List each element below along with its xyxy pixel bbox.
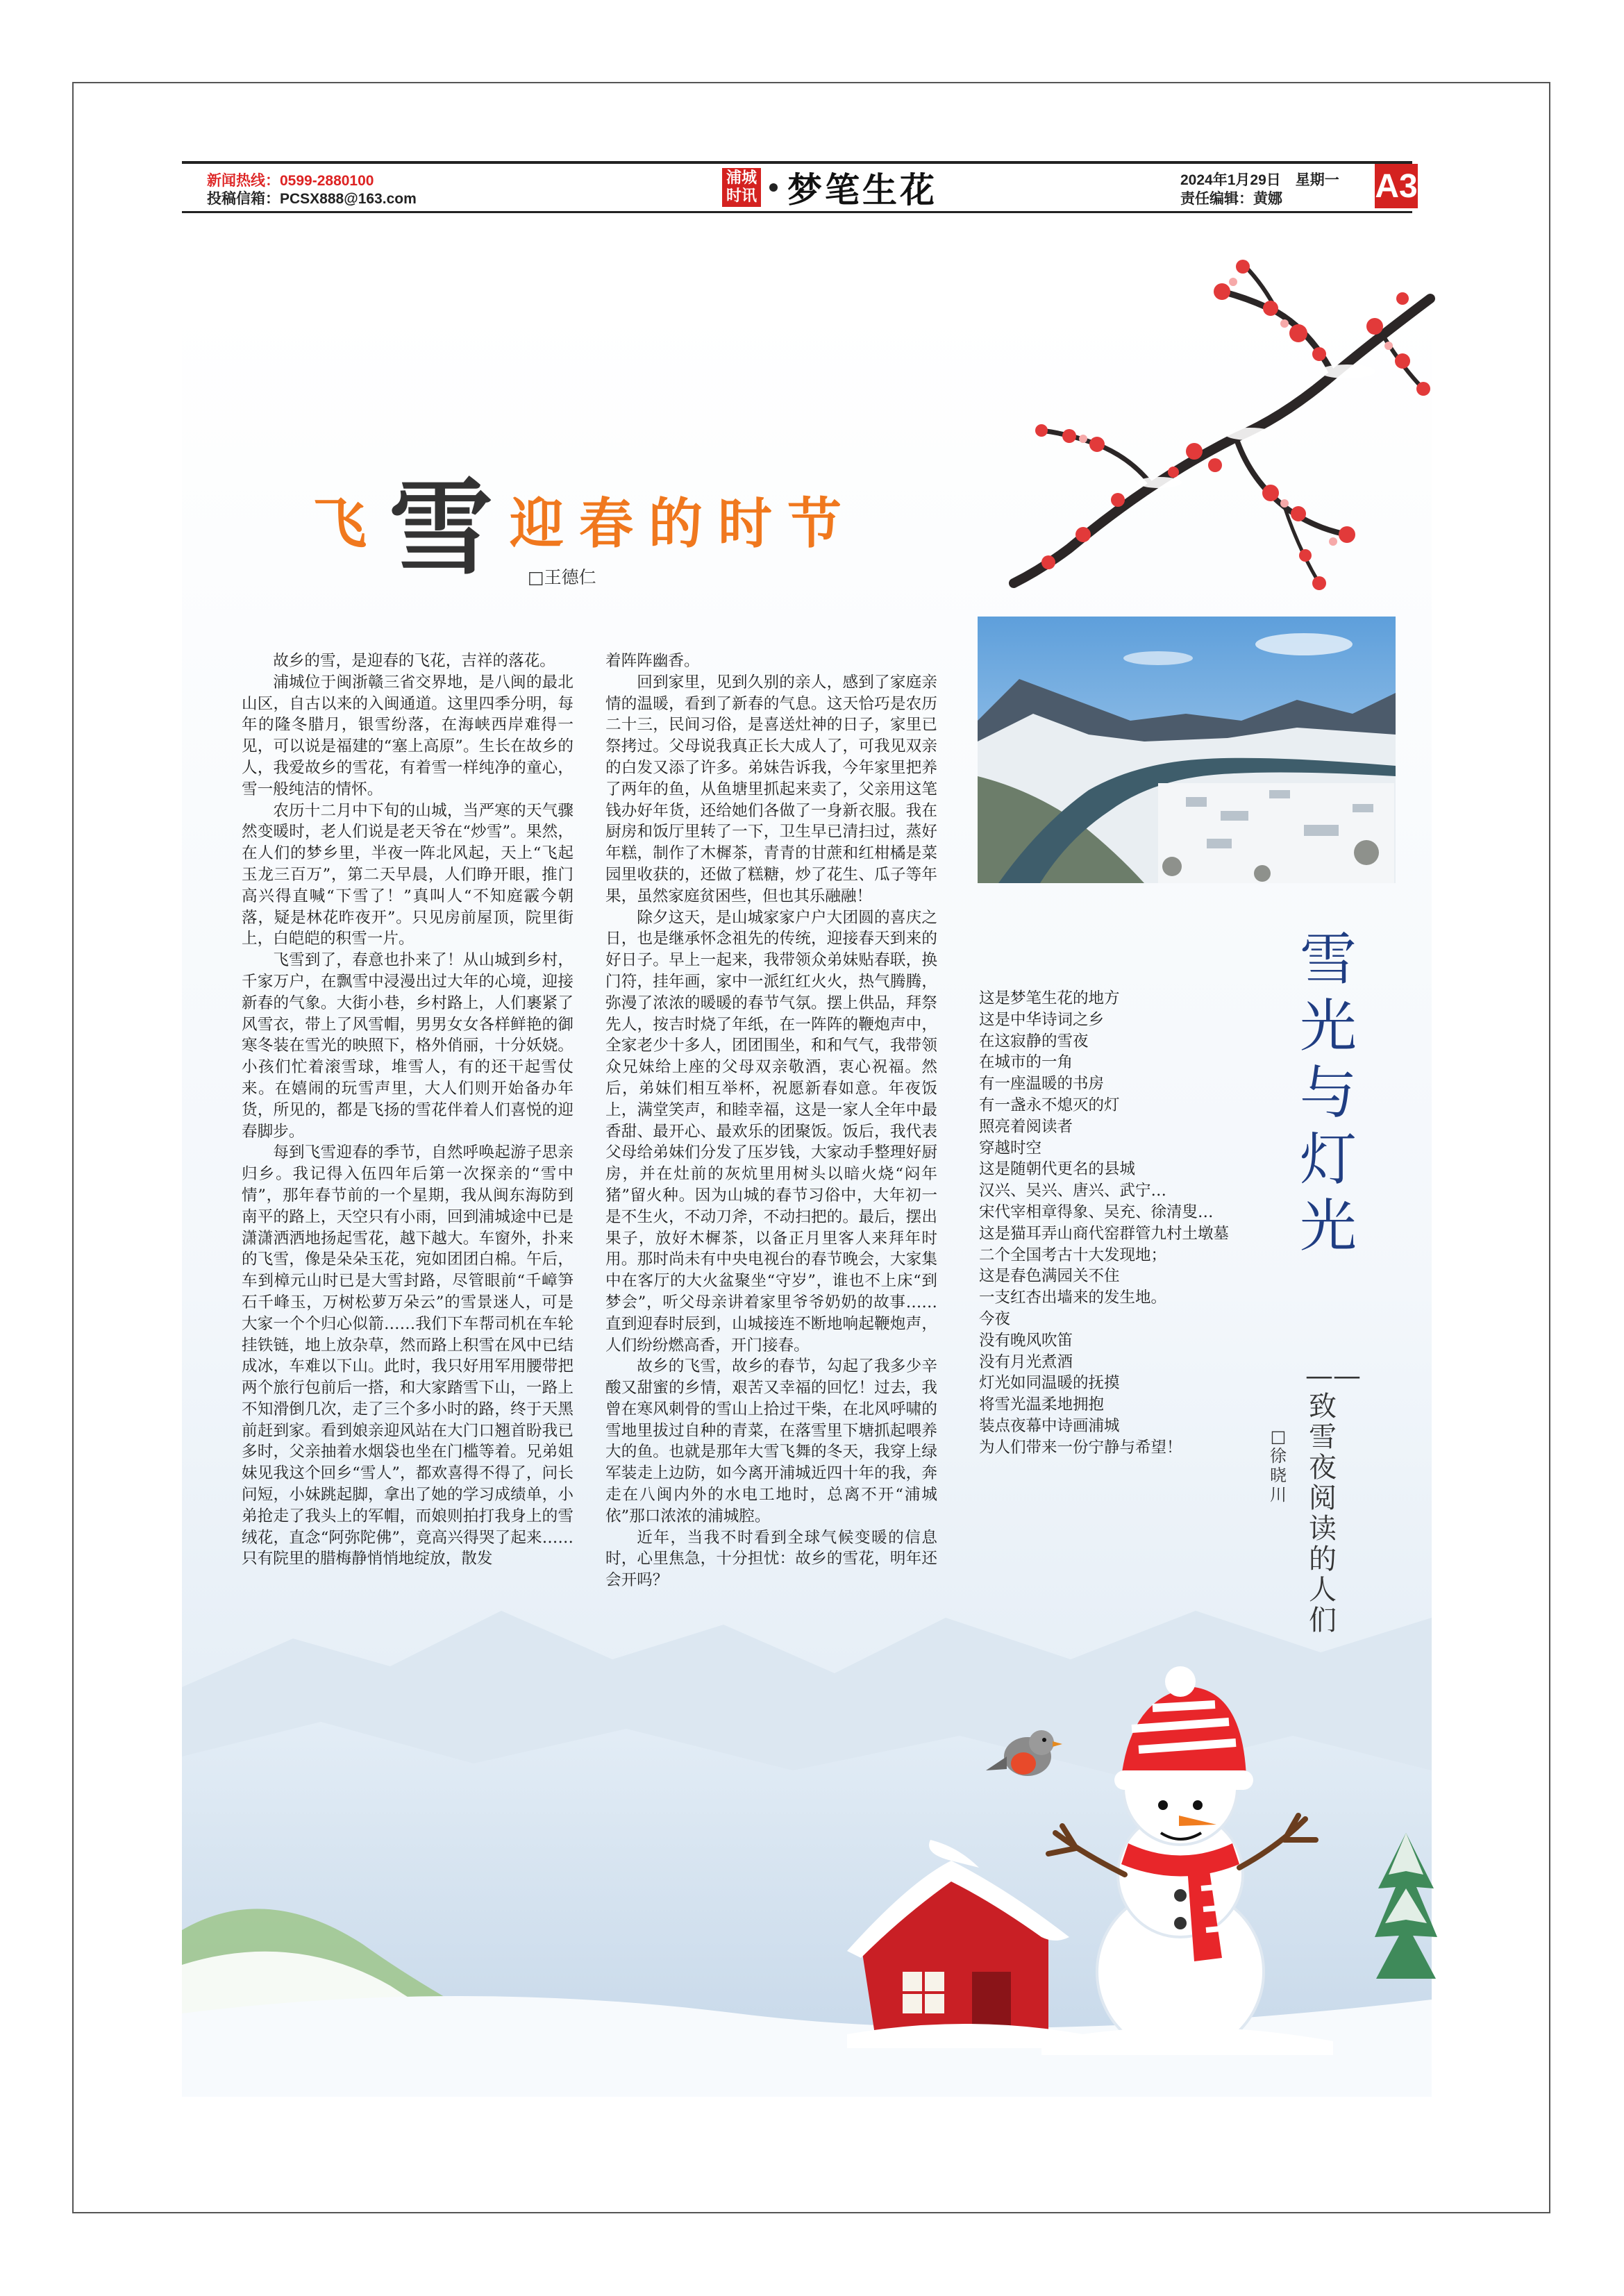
pine-tree-icon [1375, 1833, 1437, 1986]
section-title: 梦笔生花 [787, 170, 937, 210]
separator-dot [769, 183, 778, 192]
poem-line: 没有晚风吹笛 [979, 1331, 1073, 1350]
poem-line: 没有月光煮酒 [979, 1352, 1073, 1371]
bird-icon [986, 1730, 1062, 1776]
poem-line: 今夜 [979, 1309, 1011, 1328]
poem-line: 这是中华诗词之乡 [979, 1010, 1105, 1029]
article2-poem [979, 988, 1271, 1459]
issue-date: 2024年1月29日 星期一 [1180, 172, 1339, 188]
paragraph: 近年，当我不时看到全球气候变暖的信息时，心里焦急，十分担忧：故乡的雪花，明年还会开吗？ [605, 1528, 937, 1590]
paragraph: 故乡的雪，是迎春的飞花，吉祥的落花。 [273, 652, 555, 670]
poem-line: 灯光如同温暖的抚摸 [979, 1374, 1120, 1393]
masthead [722, 165, 937, 210]
poem-line: 有一座温暖的书房 [979, 1075, 1105, 1093]
poem-line: 为人们带来一份宁静与希望！ [979, 1438, 1182, 1457]
contact-info [207, 172, 417, 208]
poem-line: 一支红杏出墙来的发生地。 [979, 1289, 1167, 1307]
email-address: PCSX888@163.com [280, 191, 417, 207]
hotline-label: 新闻热线： [207, 173, 280, 189]
poem-line: 这是猫耳弄山商代窑群管九村土墩墓 [979, 1224, 1230, 1243]
poem-line: 将雪光温柔地拥抱 [979, 1396, 1105, 1414]
snowman-icon [972, 1666, 1333, 2055]
hotline-number: 0599-2880100 [280, 173, 374, 189]
poem-line: 有一盏永不熄灭的灯 [979, 1096, 1120, 1114]
article2-subtitle: ——致雪夜阅读的人们 [1305, 1360, 1361, 1636]
poem-line: 汉兴、吴兴、唐兴、武宁… [979, 1182, 1167, 1200]
paragraph: 着阵阵幽香。 [605, 652, 700, 670]
article2-title: 雪光与灯光 [1299, 927, 1357, 1259]
poem-line: 照亮着阅读者 [979, 1117, 1073, 1136]
paragraph: 除夕这天，是山城家家户户大团圆的喜庆之日，也是继承怀念祖先的传统，迎接春天到来的好日子。早上一起来，我带领众弟妹贴春联，换门符，挂年画，家中一派红红火火，热气腾腾，弥漫了浓浓的暖暖的春节气氛。摆上供品，拜祭先人，按吉时烧了年纸，在一阵阵的鞭炮声中，全家老少十多人，团团围坐，和和气气，我带领众兄妹给上座的父母双亲敬酒，衷心祝福。然后，弟妹们相互举杯，祝愿新春如意。年夜饭上，满堂笑声，和睦幸福，这是一家人全年中最香甜、最开心、最欢乐的团聚饭。饭后，我代表父母给弟妹们分发了压岁钱，大家动手整理好厨房，并在灶前的灰炕里用树头以暗火烧“闷年猪”留火种。因为山城的春节习俗中，大年初一是不生火，不动刀斧，不动扫把的。最后，摆出果子，放好木樨茶，以备正月里客人来拜年时用。那时尚未有中央电视台的春节晚会，大家集中在客厅的大火盆聚坐“守岁”，谁也不上床“到梦会”，听父母亲讲着家里爷爷奶奶的故事……直到迎春时辰到，山城接连不断地响起鞭炮声，人们纷纷燃高香，开门接春。 [605, 908, 937, 1355]
paragraph: 回到家里，见到久别的亲人，感到了家庭亲情的温暖，看到了新春的气息。这天恰巧是农历二十三，民间习俗，是喜送灶神的日子，家里已祭拷过。父母说我真正长大成人了，可我见双亲的白发又添了许多。弟妹告诉我，今年家里把养了两年的鱼，从鱼塘里抓起来卖了，父亲用这笔钱办好年货，还给她们各做了一身新衣服。我在厨房和饭厅里转了一下，卫生早已清扫过，蒸好年糕，制作了木樨茶，青青的甘蔗和红柑橘是菜园里收获的，还做了糕糖，炒了花生、瓜子等年果，虽然家庭贫困些，但也其乐融融！ [605, 673, 937, 905]
poem-line: 穿越时空 [979, 1139, 1042, 1157]
poem-line: 二个全国考古十大发现地； [979, 1246, 1167, 1264]
page-number-badge: A3 [1375, 164, 1418, 208]
article2-byline: □徐晓川 [1270, 1427, 1287, 1505]
email-label: 投稿信箱： [207, 191, 280, 207]
responsible-editor: 责任编辑：黄娜 [1180, 191, 1282, 207]
poem-line: 在这寂静的雪夜 [979, 1032, 1089, 1050]
poem-line: 这是春色满园关不住 [979, 1267, 1120, 1286]
poem-line: 在城市的一角 [979, 1053, 1073, 1072]
headline-char-fei: 飞 [312, 492, 383, 555]
headline-char-xue: 雪 [389, 467, 494, 589]
poem-line: 装点夜幕中诗画浦城 [979, 1416, 1120, 1435]
brand-logo: 浦城 时讯 [722, 168, 761, 207]
paragraph: 每到飞雪迎春的季节，自然呼唤起游子思亲归乡。我记得入伍四年后第一次探亲的“雪中情”，那年春节前的一个星期，我从闽东海防到南平的路上，天空只有小雨，回到浦城途中已是潇潇洒洒地扬起雪花，越下越大。车窗外，扑来的飞雪，像是朵朵玉花，宛如团团白棉。午后，车到樟元山时已是大雪封路，尽管眼前“千嶂笋石千峰玉，万树松萝万朵云”的雪景迷人，可是大家一个个归心似箭……我们下车帮司机在车轮挂铁链，地上放杂草，然而路上积雪在风中已结成冰，车难以下山。此时，我只好用军用腰带把两个旅行包前后一搭，和大家踏雪下山，一路上不知滑倒几次，走了三个多小时的路，终于天黑前赶到家。看到娘亲迎风站在大门口翘首盼我已多时，父亲抽着水烟袋也坐在门槛等着。兄弟姐妹见我这个回乡“雪人”，都欢喜得不得了，问长问短，小妹跳起脚，拿出了她的学习成绩单，小弟抢走了我头上的军帽，而娘则拍打我身上的雪绒花，直念“阿弥陀佛”，竟高兴得哭了起来……只有院里的腊梅静悄悄地绽放，散发 [242, 1143, 574, 1568]
article1-column-1 [242, 651, 574, 1570]
paragraph: 农历十二月中下旬的山城，当严寒的天气骤然变暖时，老人们说是老天爷在“炒雪”。果然，在人们的梦乡里，半夜一阵北风起，天上“飞起玉龙三百万”，第二天早晨，人们睁开眼，推门高兴得直喊“下雪了！”真叫人“不知庭霰今朝落，疑是林花昨夜开”。只见房前屋顶，院里街上，白皑皑的积雪一片。 [242, 801, 574, 948]
paragraph: 浦城位于闽浙赣三省交界地，是八闽的最北山区，自古以来的入闽通道。这里四季分明，每年的隆冬腊月，银雪纷落，在海峡西岸难得一见，可以说是福建的“塞上高原”。生长在故乡的人，我爱故乡的雪花，有着雪一样纯净的童心，雪一般纯洁的情怀。 [242, 673, 574, 798]
poem-line: 这是随朝代更名的县城 [979, 1160, 1136, 1179]
article1-byline: □王德仁 [528, 567, 596, 587]
headline-rest: 迎春的时节 [510, 492, 857, 555]
plum-blossom-icon [986, 257, 1444, 618]
poem-line: 这是梦笔生花的地方 [979, 989, 1120, 1007]
paragraph: 飞雪到了，春意也扑来了！从山城到乡村，千家万户，在飘雪中浸漫出过大年的心境，迎接新春的气象。大街小巷，乡村路上，人们裹紧了风雪衣，带上了风雪帽，男男女女各样鲜艳的御寒冬装在雪光的映照下，格外俏丽，十分妖娆。小孩们忙着滚雪球，堆雪人，有的还干起雪仗来。在嬉闹的玩雪声里，大人们则开始备办年货，所见的，都是飞扬的雪花伴着人们喜悦的迎春脚步。 [242, 951, 574, 1141]
article1-column-2 [605, 651, 937, 1591]
paragraph: 故乡的飞雪，故乡的春节，勾起了我多少辛酸又甜蜜的乡情，艰苦又幸福的回忆！过去，我曾在寒风刺骨的雪山上拾过干柴，在北风呼啸的雪地里拔过自种的青菜，在落雪里下塘抓起喂养大的鱼。也就是那年大雪飞舞的冬天，我穿上绿军装走上边防，如今离开浦城近四十年的我，奔走在八闽内外的水电工地时，总离不开“浦城依”那口浓浓的浦城腔。 [605, 1357, 937, 1525]
snowy-valley-photo [978, 617, 1396, 883]
poem-line: 宋代宰相章得象、吴充、徐清叟… [979, 1203, 1214, 1221]
issue-info [1180, 171, 1339, 208]
